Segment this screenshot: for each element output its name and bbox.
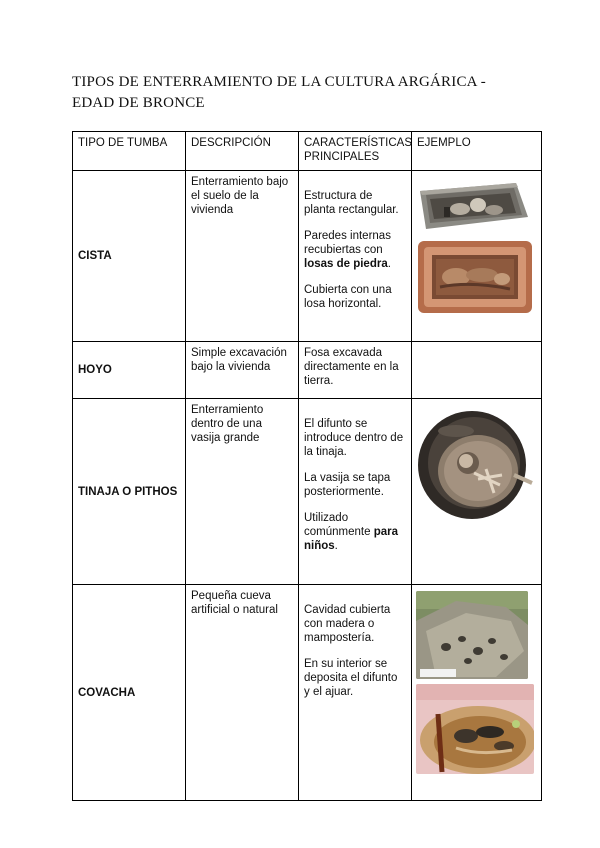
table-row — [73, 171, 542, 342]
tomb-features — [299, 585, 412, 801]
stone-cist-photo — [416, 177, 530, 233]
feature-item: En su interior se deposita el difunto y el ajuar. — [304, 658, 398, 698]
tomb-features — [299, 342, 412, 399]
tomb-example — [412, 171, 542, 342]
tomb-type: COVACHA — [73, 585, 186, 801]
document-title — [72, 72, 542, 114]
tomb-description: Enterramiento dentro de una vasija grande — [186, 399, 299, 585]
title-line-1: TIPOS DE ENTERRAMIENTO DE LA CULTURA ARGÁRICA - — [72, 74, 487, 90]
title-line-2: EDAD DE BRONCE — [72, 95, 205, 111]
table-row — [73, 585, 542, 801]
table-row — [73, 399, 542, 585]
feature-item: Fosa excavada directamente en la tierra. — [304, 347, 399, 387]
header-tipo: TIPO DE TUMBA — [73, 132, 186, 171]
tomb-type: HOYO — [73, 342, 186, 399]
header-descripcion: DESCRIPCIÓN — [186, 132, 299, 171]
tomb-features — [299, 171, 412, 342]
open-cist-burial-photo — [416, 239, 534, 315]
feature-item: Utilizado comúnmente para niños. — [304, 512, 398, 552]
table-row — [73, 342, 542, 399]
tomb-example — [412, 399, 542, 585]
tomb-description: Simple excavación bajo la vivienda — [186, 342, 299, 399]
tomb-description: Pequeña cueva artificial o natural — [186, 585, 299, 801]
feature-item: Paredes internas recubiertas con losas de piedra. — [304, 230, 391, 270]
feature-item: Cavidad cubierta con madera o mampostería. — [304, 604, 391, 644]
tomb-features — [299, 399, 412, 585]
feature-item: El difunto se introduce dentro de la tinaja. — [304, 418, 404, 458]
tomb-description: Enterramiento bajo el suelo de la vivienda — [186, 171, 299, 342]
feature-item: Estructura de planta rectangular. — [304, 190, 399, 216]
header-caracteristicas: CARACTERÍSTICAS PRINCIPALES — [299, 132, 412, 171]
feature-item: Cubierta con una losa horizontal. — [304, 284, 392, 310]
table-header-row — [73, 132, 542, 171]
tomb-example — [412, 585, 542, 801]
burial-types-table — [72, 131, 542, 801]
tomb-example — [412, 342, 542, 399]
tomb-type: CISTA — [73, 171, 186, 342]
cave-burial-remains-photo — [416, 684, 534, 774]
feature-item: La vasija se tapa posteriormente. — [304, 472, 391, 498]
hillside-caves-photo — [416, 591, 528, 679]
tomb-type: TINAJA O PITHOS — [73, 399, 186, 585]
pithos-jar-photo — [416, 405, 536, 523]
header-ejemplo: EJEMPLO — [412, 132, 542, 171]
